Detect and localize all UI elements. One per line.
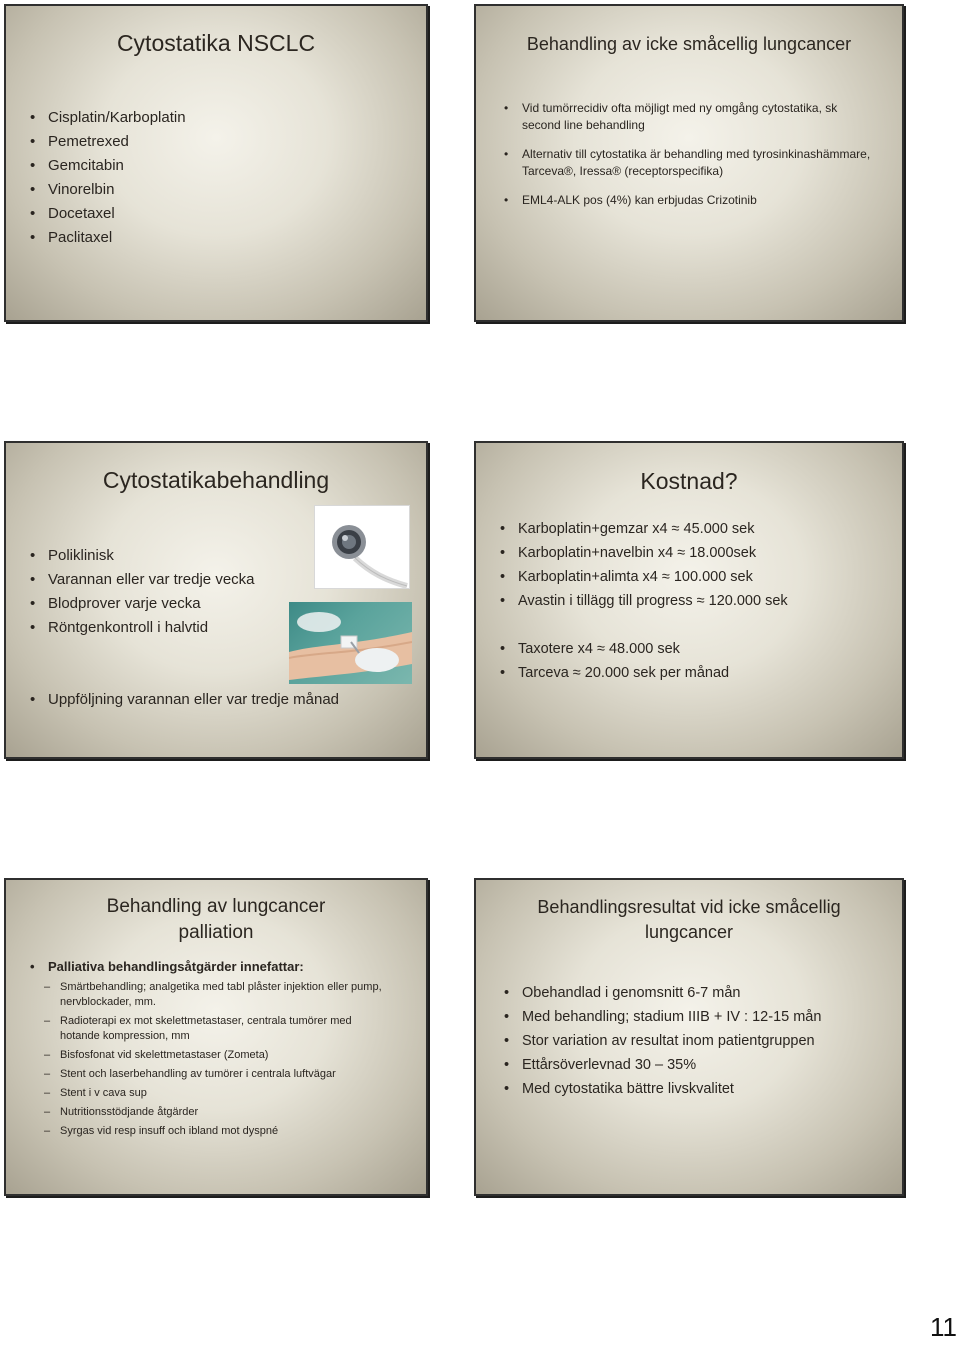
list-item: • Karboplatin+navelbin x4 ≈ 18.000sek: [500, 541, 788, 565]
list-item: • Alternativ till cytostatika är behandling med tyrosinkinashämmare, Tarceva®, Iressa® (receptorspecifika): [504, 146, 872, 180]
port-device-illustration: [315, 506, 409, 588]
bullet-list: [500, 517, 788, 613]
slide-title: [6, 894, 426, 946]
list-item: • Med cytostatika bättre livskvalitet: [504, 1077, 821, 1101]
list-item: • Obehandlad i genomsnitt 6-7 mån: [504, 981, 821, 1005]
bullet-list: [504, 981, 821, 1101]
list-item: • EML4-ALK pos (4%) kan erbjudas Crizotinib: [504, 192, 872, 209]
list-item: • Vid tumörrecidiv ofta möjligt med ny omgång cytostatika, sk second line behandling: [504, 100, 872, 134]
list-item: • Ettårsöverlevnad 30 – 35%: [504, 1053, 821, 1077]
slide-kostnad: [474, 441, 904, 759]
bullet-list: [30, 544, 255, 640]
list-item: • Stor variation av resultat inom patientgruppen: [504, 1029, 821, 1053]
list-item: • Blodprover varje vecka: [30, 592, 255, 616]
sub-item: – Syrgas vid resp insuff och ibland mot dyspné: [42, 1124, 390, 1139]
slide-palliation: [4, 878, 428, 1196]
slide-title-line2: lungcancer: [644, 922, 734, 942]
lead-text: Palliativa behandlingsåtgärder innefattar:: [48, 959, 304, 974]
slide-cytostatika-nsclc: [4, 4, 428, 322]
sub-item: – Smärtbehandling; analgetika med tabl plåster injektion eller pump, nervblockader, mm.: [42, 980, 390, 1010]
list-item: • Uppföljning varannan eller var tredje månad: [30, 688, 339, 712]
sub-item: – Stent i v cava sup: [42, 1086, 390, 1101]
port-device-image: [314, 505, 410, 589]
page-number: 11: [930, 1312, 957, 1342]
bullet-list: [30, 958, 390, 1143]
slide-behandling-icke-smacellig: [474, 4, 904, 322]
list-item: • Tarceva ≈ 20.000 sek per månad: [500, 661, 729, 685]
slide-title: Cytostatikabehandling: [102, 467, 330, 493]
list-item: • Varannan eller var tredje vecka: [30, 568, 255, 592]
slide-behandlingsresultat: [474, 878, 904, 1196]
list-item: • Cisplatin/Karboplatin: [30, 106, 186, 130]
slide-title: Kostnad?: [640, 468, 738, 494]
list-item: • Avastin i tillägg till progress ≈ 120.000 sek: [500, 589, 788, 613]
sub-item: – Bisfosfonat vid skelettmetastaser (Zometa): [42, 1048, 390, 1063]
slide-title: [476, 895, 902, 945]
slide-title: Cytostatika NSCLC: [116, 30, 316, 56]
list-item: • Med behandling; stadium IIIB + IV : 12-15 mån: [504, 1005, 821, 1029]
bullet-list-secondary: [500, 637, 729, 685]
sub-item: – Stent och laserbehandling av tumörer i centrala luftvägar: [42, 1067, 390, 1082]
slide-title-line1: Behandling av lungcancer: [106, 896, 326, 917]
slide-cytostatikabehandling: [4, 441, 428, 759]
infusion-illustration: [289, 602, 412, 684]
list-item: • Röntgenkontroll i halvtid: [30, 616, 255, 640]
infusion-photo: [289, 602, 412, 684]
bullet-list: [504, 100, 872, 209]
list-item: • Taxotere x4 ≈ 48.000 sek: [500, 637, 729, 661]
sub-item: – Nutritionsstödjande åtgärder: [42, 1105, 390, 1120]
bullet-list: [30, 106, 186, 250]
list-item: • Docetaxel: [30, 202, 186, 226]
list-item: • Paclitaxel: [30, 226, 186, 250]
list-item: • Poliklinisk: [30, 544, 255, 568]
slide-title: Behandling av icke småcellig lungcancer: [526, 34, 852, 54]
list-item: • Vinorelbin: [30, 178, 186, 202]
slide-title-line1: Behandlingsresultat vid icke småcellig: [537, 897, 841, 917]
slide-title-line2: palliation: [178, 922, 254, 943]
bullet-list-followup: [30, 688, 339, 712]
list-item: • Gemcitabin: [30, 154, 186, 178]
list-item: • Karboplatin+alimta x4 ≈ 100.000 sek: [500, 565, 788, 589]
sub-item: – Radioterapi ex mot skelettmetastaser, centrala tumörer med hotande kompression, mm: [42, 1014, 390, 1044]
list-item: • Karboplatin+gemzar x4 ≈ 45.000 sek: [500, 517, 788, 541]
sub-list: [42, 980, 390, 1139]
list-item: • Pemetrexed: [30, 130, 186, 154]
